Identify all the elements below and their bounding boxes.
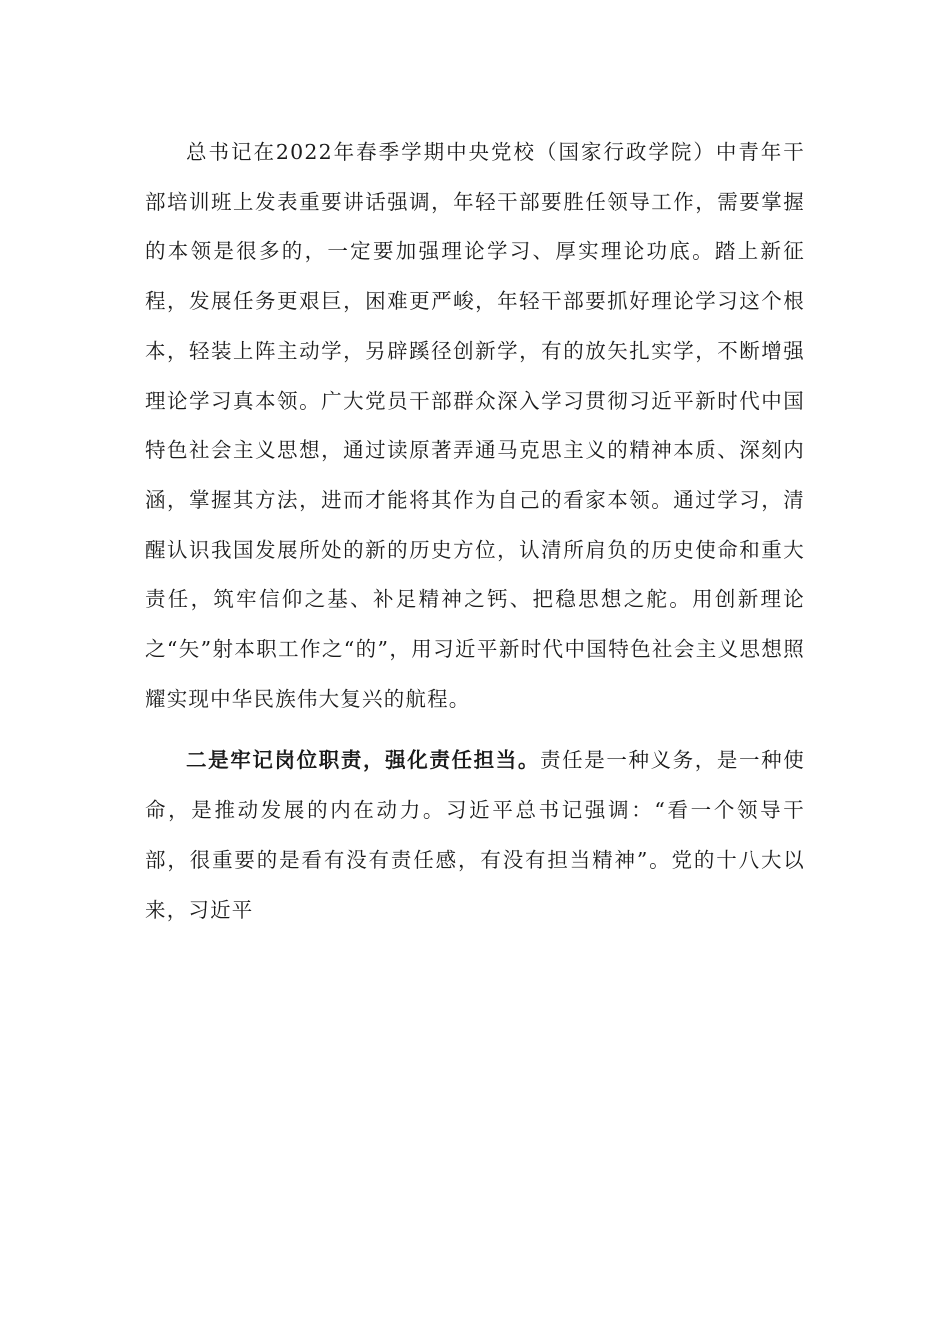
document-body [145, 128, 805, 935]
paragraph-1-text: 总书记在2022年春季学期中央党校（国家行政学院）中青年干部培训班上发表重要讲话强调，年轻干部要胜任领导工作，需要掌握的本领是很多的，一定要加强理论学习、厚实理论功底。踏上新征程，发展任务更艰巨，困难更严峻，年轻干部要抓好理论学习这个根本，轻装上阵主动学，另辟蹊径创新学，有的放矢扎实学，不断增强理论学习真本领。广大党员干部群众深入学习贯彻习近平新时代中国特色社会主义思想，通过读原著弄通马克思主义的精神本质、深刻内涵，掌握其方法，进而才能将其作为自己的看家本领。通过学习，清醒认识我国发展所处的新的历史方位，认清所肩负的历史使命和重大责任，筑牢信仰之基、补足精神之钙、把稳思想之舵。用创新理论之“矢”射本职工作之“的”，用习近平新时代中国特色社会主义思想照耀实现中华民族伟大复兴的航程。 [145, 140, 805, 711]
paragraph-2 [145, 736, 805, 935]
paragraph-1 [145, 128, 805, 724]
paragraph-2-text: 责任是一种义务，是一种使命，是推动发展的内在动力。习近平总书记强调：“看一个领导干部，很重要的是看有没有责任感，有没有担当精神”。党的十八大以来，习近平 [145, 748, 805, 922]
paragraph-2-heading: 二是牢记岗位职责，强化责任担当。 [186, 748, 540, 773]
